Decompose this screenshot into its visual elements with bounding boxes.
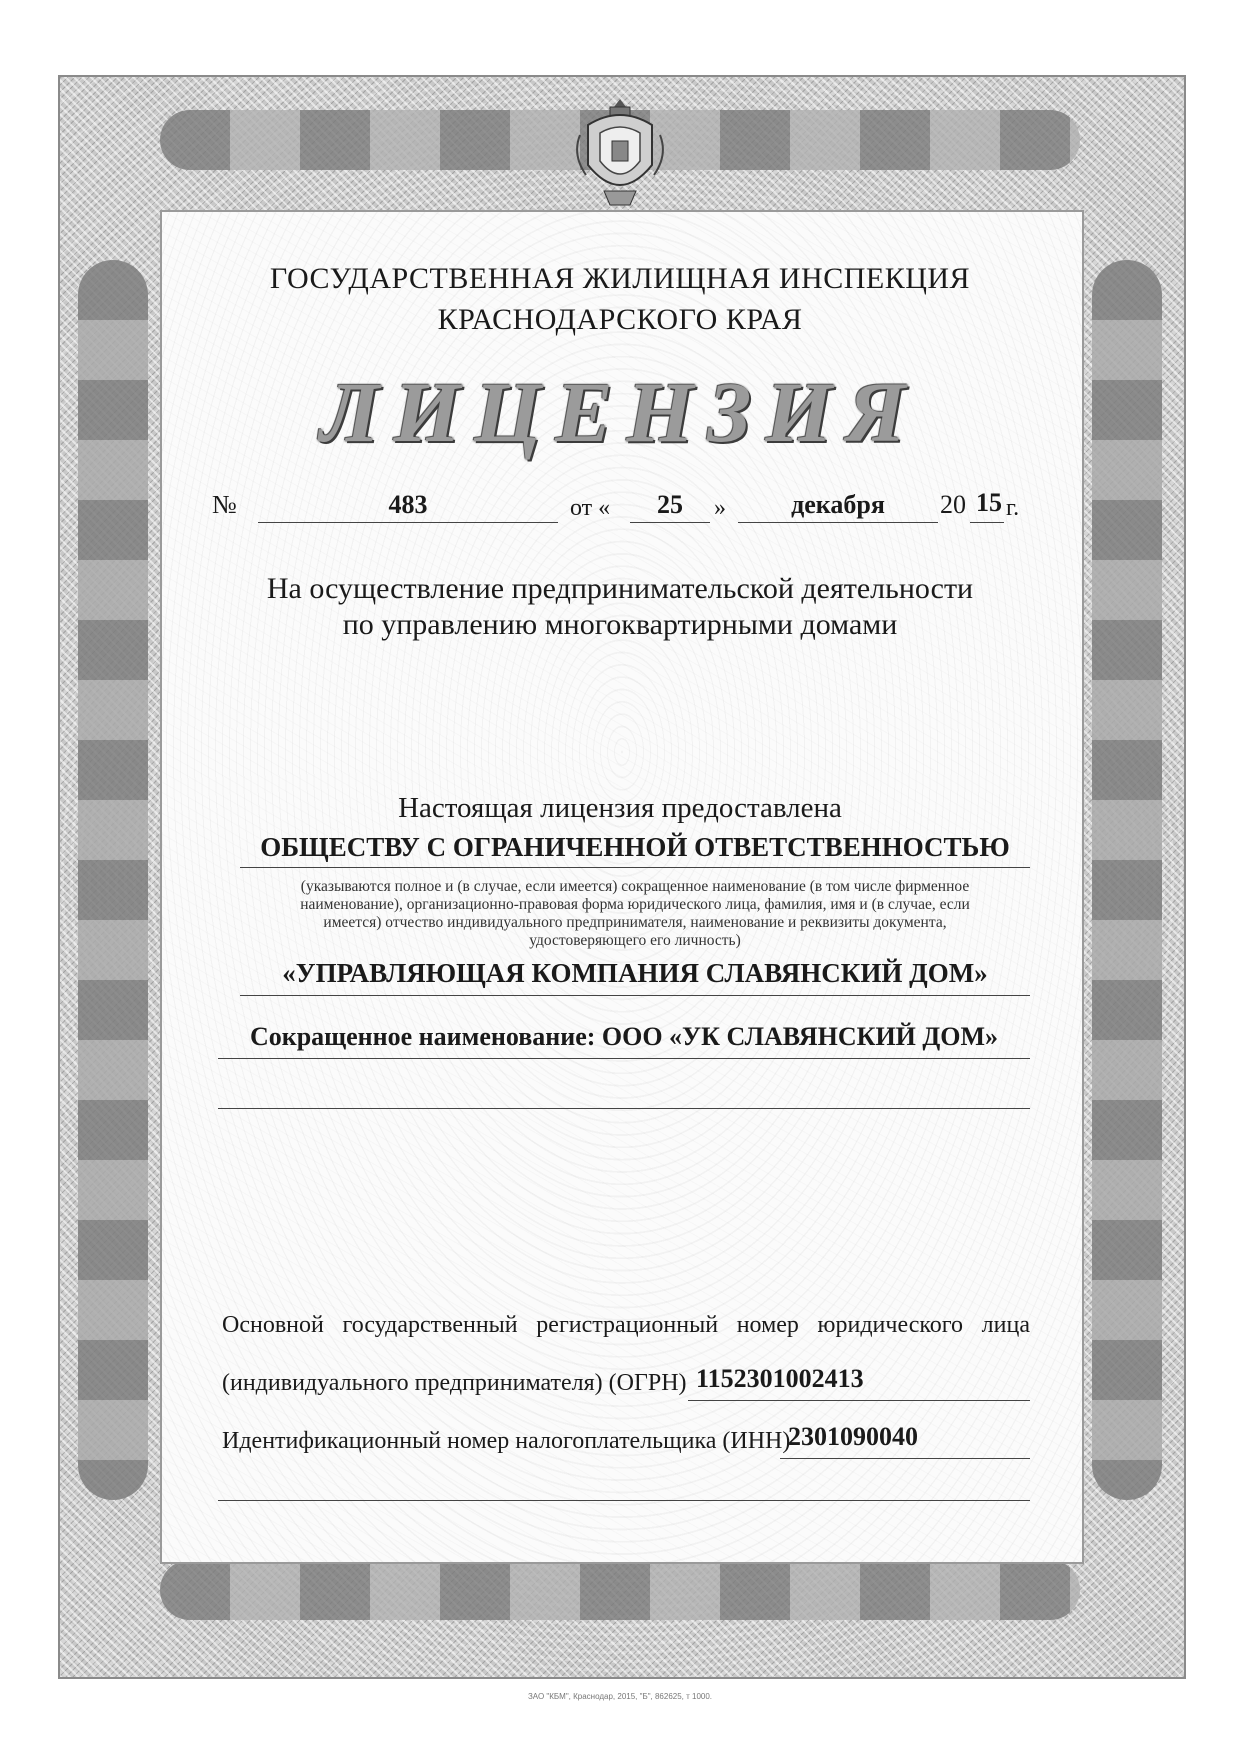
coat-of-arms-icon bbox=[570, 95, 670, 215]
inn-value: 2301090040 bbox=[788, 1422, 918, 1451]
document-title: ЛИЦЕНЗИЯ bbox=[320, 364, 920, 460]
short-name: Сокращенное наименование: ООО «УК СЛАВЯНСКИЙ ДОМ» bbox=[218, 1022, 1030, 1059]
hint-line3: имеется) отчество индивидуального предпринимателя, наименование и реквизиты документа, bbox=[323, 914, 947, 931]
license-year: 15 bbox=[976, 488, 1002, 517]
day-underline bbox=[630, 522, 710, 523]
hint-line4: удостоверяющего его личность) bbox=[529, 932, 741, 949]
organization-form: ОБЩЕСТВУ С ОГРАНИЧЕННОЙ ОТВЕТСТВЕННОСТЬЮ bbox=[240, 832, 1030, 868]
hint-line1: (указываются полное и (в случае, если имеется) сокращенное наименование (в том числе фирменное bbox=[300, 878, 970, 895]
blank-underline-2 bbox=[218, 1500, 1030, 1501]
year-unit: г. bbox=[1006, 495, 1020, 521]
ogrn-label-line1: Основной государственный регистрационный номер юридического лица bbox=[222, 1312, 1030, 1338]
license-day: 25 bbox=[657, 490, 683, 519]
inn-underline bbox=[780, 1458, 1030, 1459]
date-from-label: от « bbox=[570, 495, 611, 521]
day-close-quote: » bbox=[714, 495, 726, 521]
year-underline bbox=[970, 522, 1004, 523]
blank-underline-1 bbox=[218, 1108, 1030, 1109]
issuing-authority-line1: ГОСУДАРСТВЕННАЯ ЖИЛИЩНАЯ ИНСПЕКЦИЯ bbox=[269, 262, 971, 295]
number-sign: № bbox=[212, 490, 237, 519]
month-underline bbox=[738, 522, 938, 523]
field-hint bbox=[240, 878, 1030, 950]
border-bottom-ornament bbox=[160, 1560, 1080, 1620]
organization-name: «УПРАВЛЯЮЩАЯ КОМПАНИЯ СЛАВЯНСКИЙ ДОМ» bbox=[240, 958, 1030, 996]
inn-label: Идентификационный номер налогоплательщика (ИНН) bbox=[222, 1428, 791, 1454]
printer-imprint: ЗАО "КБМ", Краснодар, 2015, "Б", 862625, т 1000. bbox=[527, 1692, 713, 1701]
year-prefix: 20 bbox=[940, 490, 966, 519]
ogrn-label-line2: (индивидуального предпринимателя) (ОГРН) bbox=[222, 1370, 687, 1396]
activity-line1: На осуществление предпринимательской деятельности bbox=[266, 572, 974, 605]
ogrn-underline bbox=[688, 1400, 1030, 1401]
license-number: 483 bbox=[388, 490, 428, 519]
activity-line2: по управлению многоквартирными домами bbox=[342, 608, 898, 641]
issuing-authority-line2: КРАСНОДАРСКОГО КРАЯ bbox=[437, 303, 803, 336]
ogrn-value: 1152301002413 bbox=[696, 1364, 864, 1393]
hint-line2: наименование), организационно-правовая форма юридического лица, фамилия, имя и (в случае, если bbox=[300, 896, 970, 913]
number-underline bbox=[258, 522, 558, 523]
license-month: декабря bbox=[791, 490, 885, 519]
granted-label: Настоящая лицензия предоставлена bbox=[398, 792, 842, 824]
